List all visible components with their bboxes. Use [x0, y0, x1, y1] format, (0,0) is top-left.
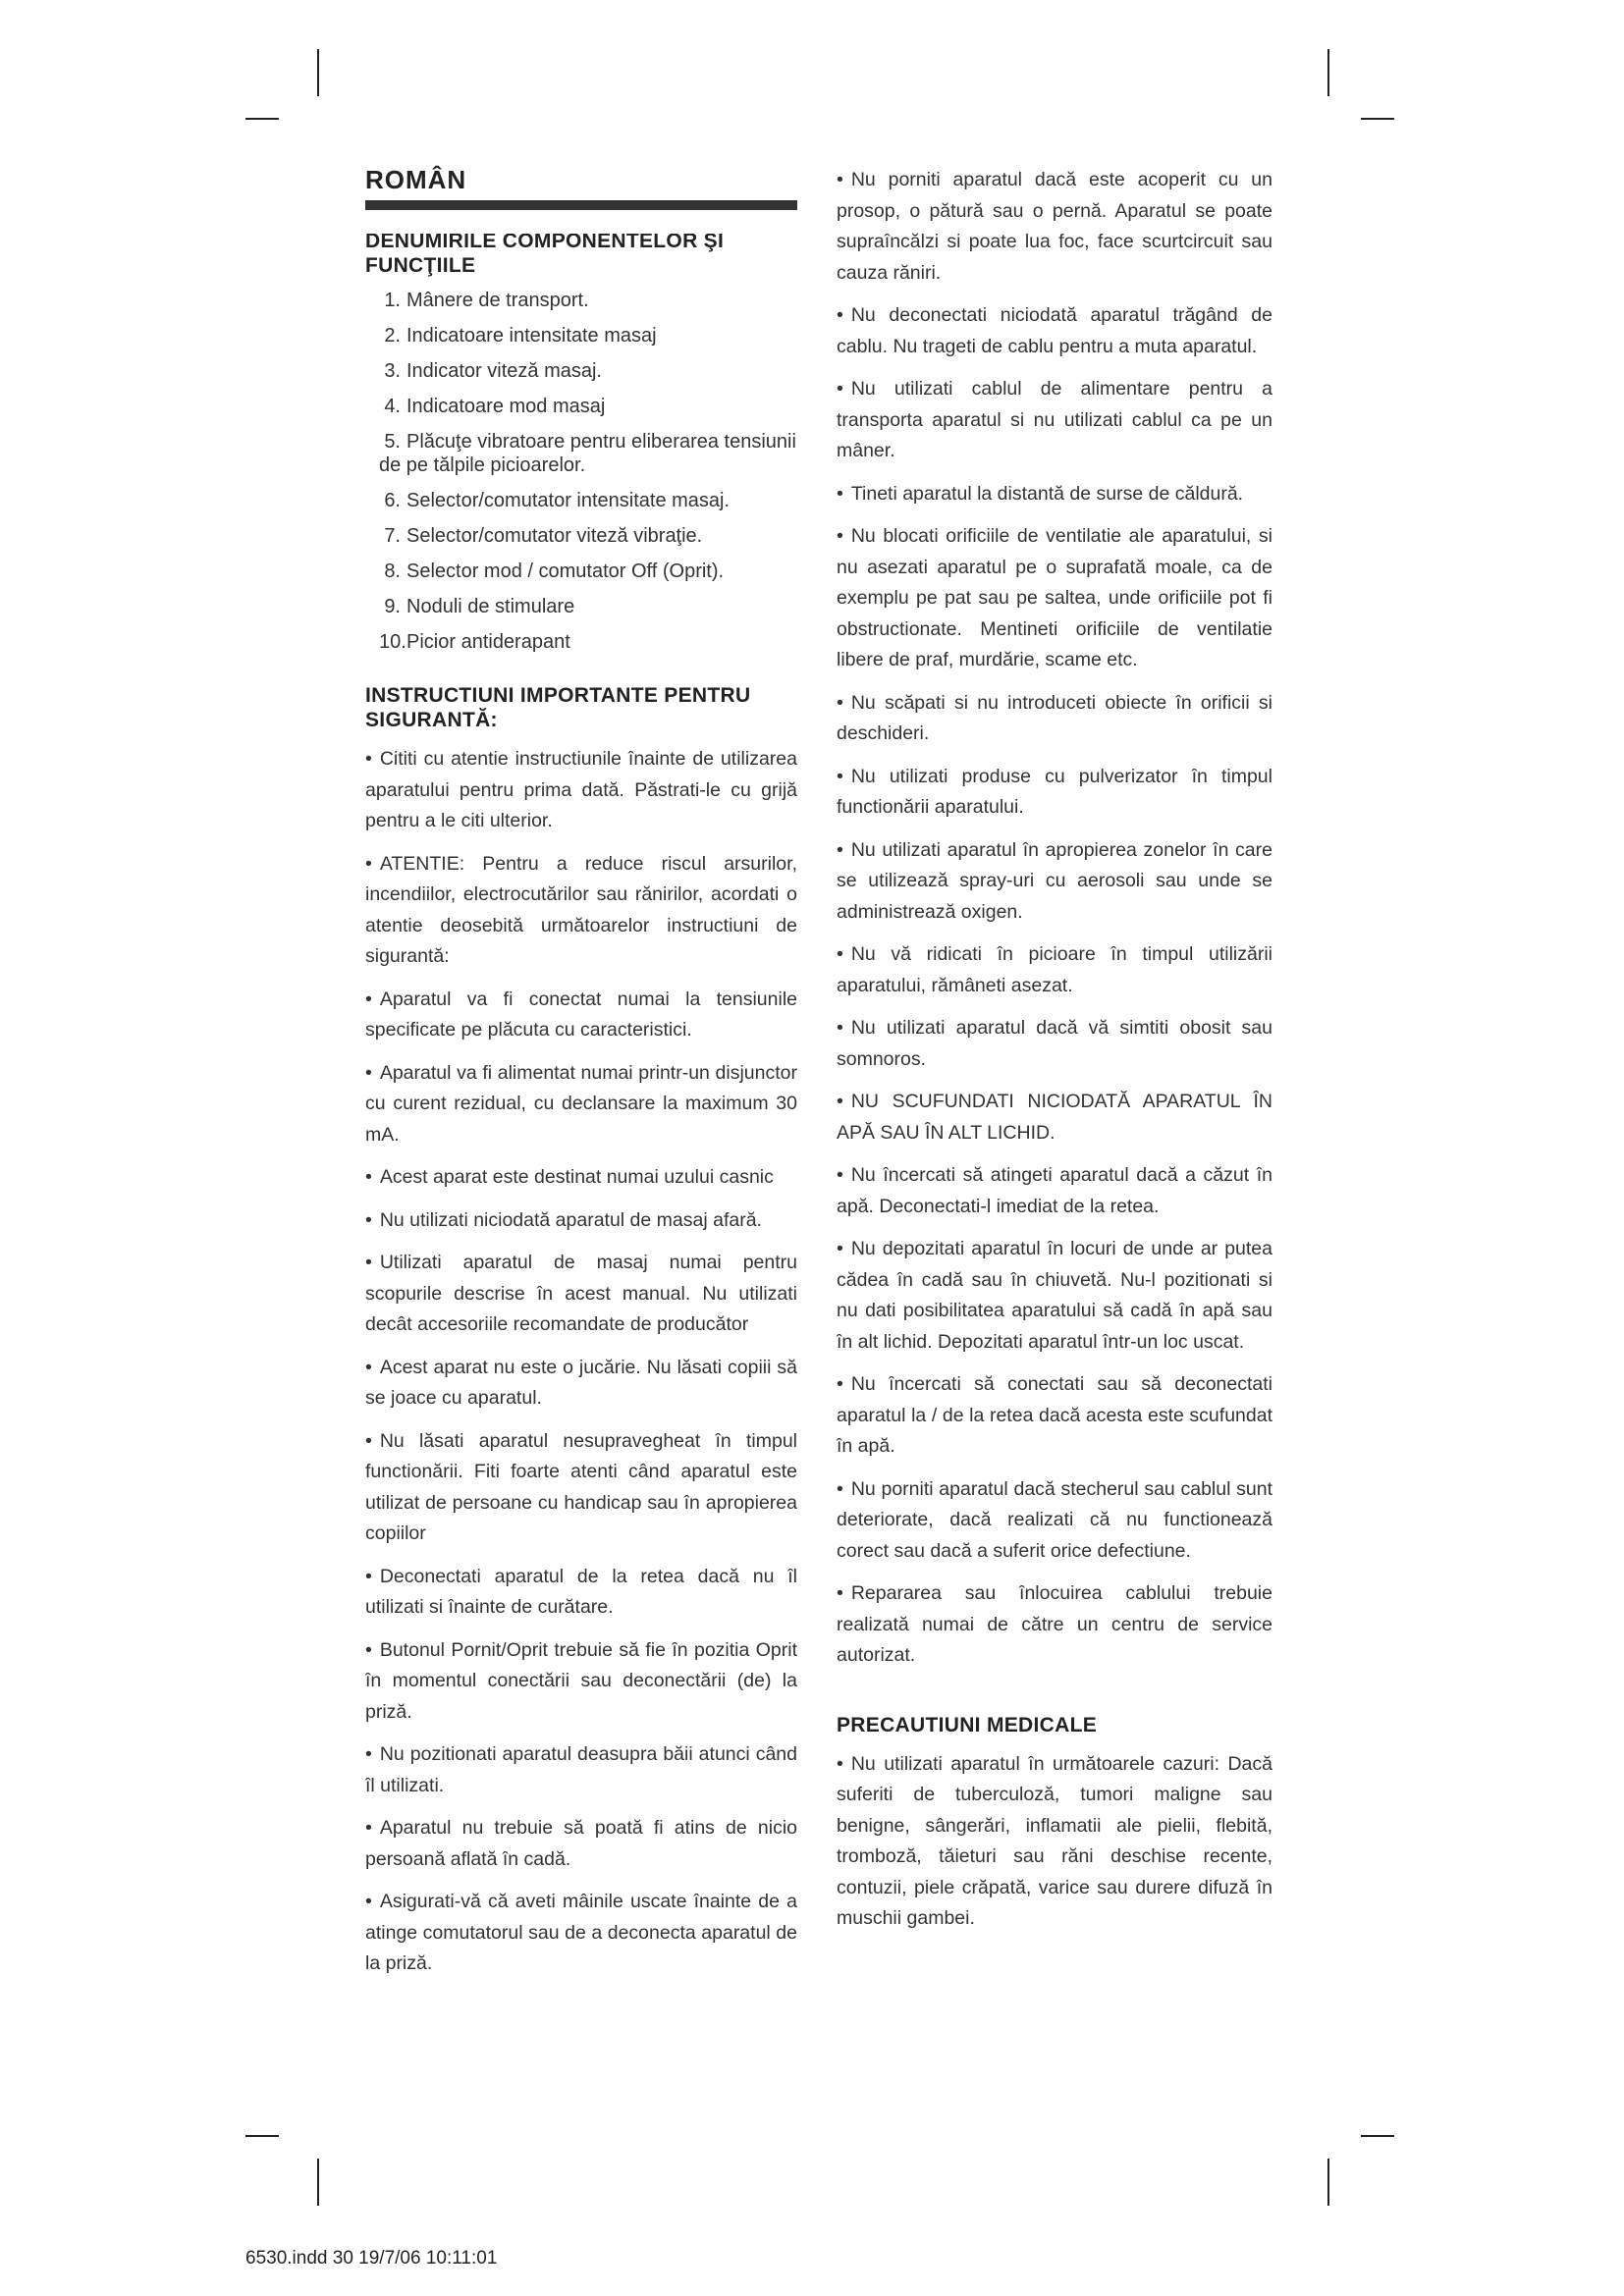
bullet-text: Aparatul va fi conectat numai la tensiunile specificate pe plăcuta cu caracteristici.	[365, 988, 797, 1041]
bullet-text: Acest aparat este destinat numai uzului casnic	[379, 1166, 774, 1188]
safety-item	[365, 1426, 797, 1550]
crop-mark	[1361, 118, 1394, 120]
bullet-text: Deconectati aparatul de la retea dacă nu îl utilizati si înainte de curătare.	[365, 1565, 797, 1618]
component-item	[379, 359, 797, 383]
safety-item	[837, 1013, 1272, 1075]
safety-item	[365, 1739, 797, 1801]
crop-mark	[1327, 2159, 1329, 2206]
safety-item	[365, 744, 797, 837]
bullet-icon: •	[365, 1743, 372, 1765]
bullet-icon: •	[837, 691, 843, 714]
safety-item	[365, 1058, 797, 1151]
component-text: Selector/comutator viteză vibraţie.	[406, 525, 703, 547]
component-text: Indicatoare intensitate masaj	[406, 325, 657, 347]
component-item	[379, 289, 797, 312]
bullet-text: Butonul Pornit/Oprit trebuie să fie în pozitia Oprit în momentul conectării sau deconectării (de) la priză.	[365, 1638, 797, 1723]
bullet-text: Nu utilizati niciodată aparatul de masaj afară.	[379, 1208, 762, 1231]
bullet-icon: •	[365, 1061, 372, 1084]
bullet-text: NU SCUFUNDATI NICIODATĂ APARATUL ÎN APĂ SAU ÎN ALT LICHID.	[837, 1091, 1272, 1144]
bullet-text: Nu utilizati cablul de alimentare pentru a transporta aparatul si nu utilizati cablul ca pe un mâner.	[837, 378, 1272, 461]
bullet-text: Nu încercati să atingeti aparatul dacă a căzut în apă. Deconectati-l imediat de la retea.	[837, 1164, 1272, 1217]
bullet-text: Nu pozitionati aparatul deasupra băii atunci când îl utilizati.	[365, 1743, 797, 1796]
component-number: 3.	[384, 360, 401, 382]
component-number: 9.	[384, 596, 401, 617]
bullet-text: ATENTIE: Pentru a reduce riscul arsurilor, incendiilor, electrocutărilor sau rănirilor, acordati o atentie deosebită următoarelor instructiuni de sigurantă:	[365, 852, 797, 967]
crop-mark	[245, 118, 279, 120]
component-number: 4.	[384, 396, 401, 417]
bullet-text: Aparatul nu trebuie să poată fi atins de nicio persoană aflată în cadă.	[365, 1817, 797, 1870]
bullet-icon: •	[837, 1752, 843, 1775]
component-item	[379, 489, 797, 512]
crop-mark	[1361, 2135, 1394, 2137]
safety-title: INSTRUCTIUNI IMPORTANTE PENTRU SIGURANTĂ:	[365, 684, 751, 731]
crop-mark	[317, 2159, 319, 2206]
print-slug: 6530.indd 30 19/7/06 10:11:01	[245, 2248, 498, 2269]
bullet-text: Utilizati aparatul de masaj numai pentru scopurile descrise în acest manual. Nu utilizati decât accesoriile recomandate de producător	[365, 1252, 797, 1335]
medical-list	[837, 1749, 1272, 1935]
component-text: Noduli de stimulare	[406, 596, 575, 617]
bullet-icon: •	[837, 525, 843, 547]
safety-item	[365, 985, 797, 1046]
crop-mark	[1327, 49, 1329, 96]
safety-item	[837, 1578, 1272, 1672]
crop-mark	[245, 2135, 279, 2137]
bullet-text: Nu scăpati si nu introduceti obiecte în orificii si deschideri.	[837, 691, 1272, 744]
safety-item	[365, 1162, 797, 1194]
component-text: Indicator viteză masaj.	[406, 360, 602, 382]
component-item	[379, 630, 797, 654]
heading-rule	[365, 200, 797, 210]
bullet-text: Nu încercati să conectati sau să deconectati aparatul la / de la retea dacă acesta este scufundat în apă.	[837, 1373, 1272, 1457]
bullet-text: Nu blocati orificiile de ventilatie ale aparatului, si nu asezati aparatul pe o suprafată moale, ca de exemplu pe pat sau pe saltea, unde orificiile pot fi obstructionate. Mentineti orificiile de ventilatie libere de praf, murdărie, scame etc.	[837, 525, 1272, 670]
bullet-text: Acest aparat nu este o jucărie. Nu lăsati copiii să se joace cu aparatul.	[365, 1356, 797, 1409]
component-number: 2.	[384, 325, 401, 347]
bullet-text: Cititi cu atentie instructiunile înainte de utilizarea aparatului pentru prima dată. Păstrati-le cu grijă pentru a le citi ulterior.	[365, 748, 797, 831]
component-number: 10.	[379, 631, 406, 653]
bullet-icon: •	[837, 304, 843, 326]
component-number: 1.	[384, 290, 401, 311]
safety-item	[365, 1887, 797, 1980]
bullet-icon: •	[365, 1429, 372, 1452]
safety-item	[837, 1474, 1272, 1568]
bullet-text: Nu utilizati aparatul în următoarele cazuri: Dacă suferiti de tuberculoză, tumori maligne sau benigne, sângerări, inflamatii ale pielii, flebită, tromboză, tăieturi sau răni deschise recente, contuzii, piele crăpată, varice sau durere difuză în muschii gambei.	[837, 1752, 1272, 1929]
bullet-icon: •	[365, 748, 372, 770]
bullet-icon: •	[837, 1091, 843, 1112]
language-heading: ROMÂN	[365, 165, 467, 194]
safety-item	[365, 1813, 797, 1875]
bullet-icon: •	[365, 1356, 372, 1378]
safety-item	[837, 1087, 1272, 1148]
bullet-text: Repararea sau înlocuirea cablului trebuie realizată numai de către un centru de service autorizat.	[837, 1582, 1272, 1666]
medical-title: PRECAUTIUNI MEDICALE	[837, 1713, 1098, 1736]
component-number: 8.	[384, 561, 401, 582]
bullet-icon: •	[365, 1208, 372, 1231]
safety-item	[837, 1369, 1272, 1463]
bullet-text: Nu utilizati produse cu pulverizator în timpul functionării aparatului.	[837, 765, 1272, 818]
bullet-icon: •	[365, 988, 372, 1010]
component-text: Mânere de transport.	[406, 290, 589, 311]
component-item	[379, 395, 797, 418]
component-number: 7.	[384, 525, 401, 547]
bullet-icon: •	[837, 482, 843, 505]
safety-item	[837, 374, 1272, 467]
safety-item	[837, 835, 1272, 929]
medical-item	[837, 1749, 1272, 1935]
bullet-text: Nu utilizati aparatul în apropierea zonelor în care se utilizează spray-uri cu aerosoli sau unde se administrează oxigen.	[837, 838, 1272, 923]
bullet-icon: •	[837, 838, 843, 861]
bullet-icon: •	[837, 1582, 843, 1604]
bullet-text: Nu porniti aparatul dacă stecherul sau cablul sunt deteriorate, dacă realizati că nu functionează corect sau dacă a suferit orice defectiune.	[837, 1477, 1272, 1562]
bullet-text: Aparatul va fi alimentat numai printr-un disjunctor cu curent rezidual, cu declansare la maximum 30 mA.	[365, 1061, 797, 1146]
safety-item	[365, 1248, 797, 1341]
bullet-text: Nu deconectati niciodată aparatul trăgând de cablu. Nu trageti de cablu pentru a muta aparatul.	[837, 304, 1272, 357]
safety-item	[837, 1160, 1272, 1222]
component-text: Selector/comutator intensitate masaj.	[406, 490, 731, 511]
left-column	[365, 165, 797, 1992]
components-title: DENUMIRILE COMPONENTELOR ŞI FUNCŢIILE	[365, 234, 725, 277]
bullet-icon: •	[365, 852, 372, 875]
safety-item	[365, 1205, 797, 1237]
component-text: Selector mod / comutator Off (Oprit).	[406, 561, 725, 582]
safety-item	[837, 521, 1272, 676]
safety-list-left	[365, 744, 797, 1980]
bullet-text: Nu depozitati aparatul în locuri de unde ar putea cădea în cadă sau în chiuvetă. Nu-l pozitionati si nu dati posibilitatea aparatului să cadă în apă sau în alt lichid. Depozitati aparatul într-un loc uscat.	[837, 1238, 1272, 1353]
safety-item	[365, 1353, 797, 1415]
safety-item	[837, 688, 1272, 750]
safety-list-right	[837, 165, 1272, 1672]
bullet-icon: •	[837, 1017, 843, 1039]
bullet-icon: •	[365, 1252, 372, 1273]
bullet-text: Nu lăsati aparatul nesupravegheat în timpul functionării. Fiti foarte atenti când aparatul este utilizat de persoane cu handicap sau în apropierea copiilor	[365, 1429, 797, 1544]
bullet-icon: •	[837, 169, 843, 190]
bullet-icon: •	[365, 1565, 372, 1587]
bullet-icon: •	[837, 765, 843, 787]
bullet-text: Tineti aparatul la distantă de surse de căldură.	[850, 482, 1244, 505]
component-item	[379, 560, 797, 583]
component-item	[379, 324, 797, 347]
bullet-icon: •	[365, 1166, 372, 1188]
bullet-text: Asigurati-vă că aveti mâinile uscate înainte de a atinge comutatorul sau de a deconecta aparatul de la priză.	[365, 1891, 797, 1974]
safety-item	[837, 300, 1272, 362]
bullet-icon: •	[837, 1477, 843, 1500]
bullet-icon: •	[365, 1891, 372, 1912]
bullet-text: Nu porniti aparatul dacă este acoperit cu un prosop, o pătură sau o pernă. Aparatul se poate supraîncălzi si poate lua foc, face scurtcircuit sau cauza răniri.	[837, 169, 1272, 284]
component-text: Plăcuţe vibratoare pentru eliberarea tensiunii de pe tălpile picioarelor.	[379, 431, 796, 476]
component-text: Indicatoare mod masaj	[406, 396, 606, 417]
safety-item	[837, 762, 1272, 824]
bullet-text: Nu vă ridicati în picioare în timpul utilizării aparatului, rămâneti asezat.	[837, 943, 1272, 996]
bullet-icon: •	[837, 1238, 843, 1259]
safety-item	[837, 1234, 1272, 1358]
component-text: Picior antiderapant	[406, 631, 570, 653]
safety-item	[365, 849, 797, 973]
bullet-icon: •	[365, 1817, 372, 1839]
safety-item	[837, 479, 1272, 510]
bullet-text: Nu utilizati aparatul dacă vă simtiti obosit sau somnoros.	[837, 1017, 1272, 1070]
bullet-icon: •	[365, 1638, 372, 1661]
component-item	[379, 595, 797, 618]
safety-item	[837, 939, 1272, 1001]
component-number: 6.	[384, 490, 401, 511]
safety-item	[365, 1562, 797, 1624]
bullet-icon: •	[837, 378, 843, 400]
bullet-icon: •	[837, 1164, 843, 1186]
crop-mark	[317, 49, 319, 96]
safety-item	[837, 165, 1272, 289]
component-item	[379, 430, 797, 477]
component-item	[379, 524, 797, 548]
right-column	[837, 165, 1272, 1947]
bullet-icon: •	[837, 1373, 843, 1395]
components-list	[365, 289, 797, 654]
bullet-icon: •	[837, 943, 843, 965]
safety-item	[365, 1635, 797, 1729]
component-number: 5.	[384, 431, 401, 453]
